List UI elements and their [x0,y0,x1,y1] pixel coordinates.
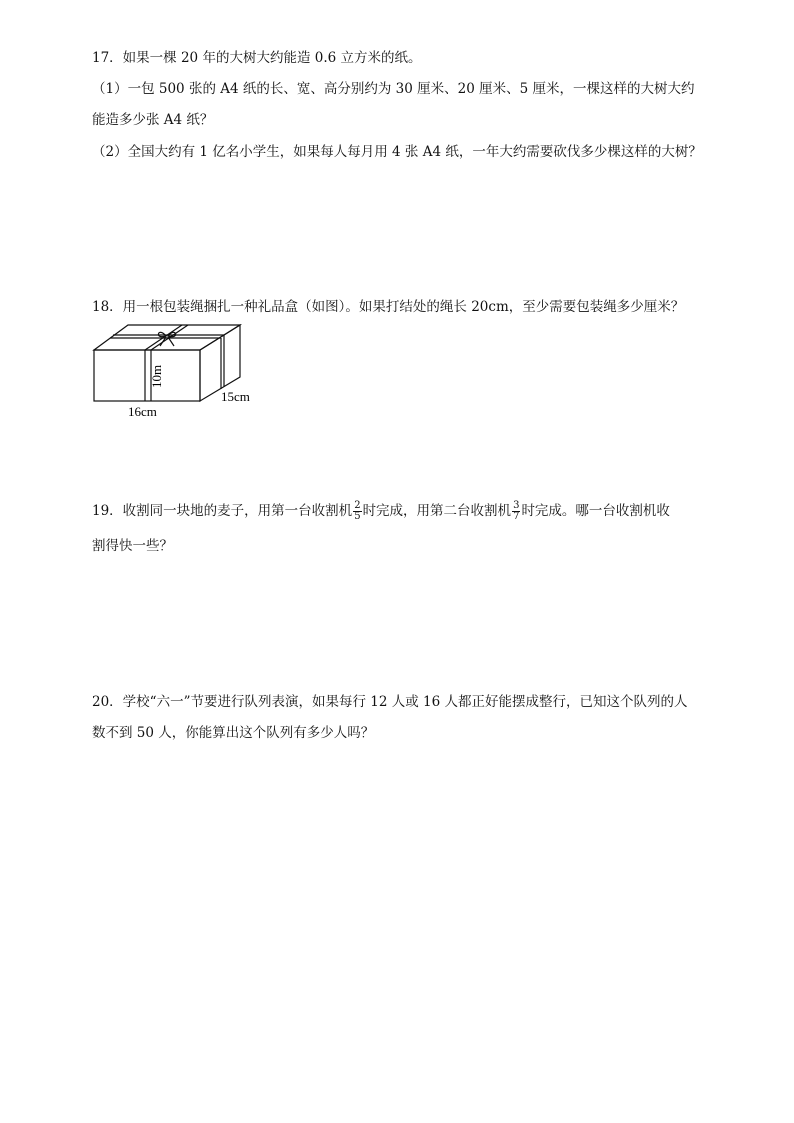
q19-line1 [92,501,670,522]
q19-text-c: 时完成。哪一台收割机收 [521,503,670,519]
fraction-two-fifths [353,501,361,522]
q19-text-b: 时完成，用第二台收割机 [362,503,512,519]
q20-line1: 20．学校“六一”节要进行队列表演，如果每行 12 人或 16 人都正好能摆成整行，已知这个队列的人 [92,694,688,710]
q18-stem: 18．用一根包装绳捆扎一种礼品盒（如图）。如果打结处的绳长 20cm，至少需要包装绳多少厘米？ [92,299,685,315]
width-label: 15cm [221,389,250,404]
q17-part1-line2: 能造多少张 A4 纸？ [92,112,214,128]
fraction-denominator: 5 [354,511,361,522]
q17-stem: 17．如果一棵 20 年的大树大约能造 0.6 立方米的纸。 [92,50,422,66]
height-label: 10m [149,364,164,388]
box-front-face [94,350,200,401]
q20-line2: 数不到 50 人，你能算出这个队列有多少人吗？ [92,725,375,741]
fraction-numerator: 3 [513,500,520,511]
q19-text-a: 19．收割同一块地的麦子，用第一台收割机 [92,503,353,519]
fraction-three-sevenths [512,501,520,522]
q17-part2: （2）全国大约有 1 亿名小学生，如果每人每月用 4 张 A4 纸，一年大约需要砍伐多少棵这样的大树？ [92,144,702,160]
length-label: 16cm [128,404,157,419]
fraction-numerator: 2 [354,500,361,511]
q17-part1-line1: （1）一包 500 张的 A4 纸的长、宽、高分别约为 30 厘米、20 厘米、5 厘米，一棵这样的大树大约 [92,81,695,97]
gift-box-figure [88,322,288,422]
fraction-denominator: 7 [513,511,520,522]
q19-line2: 割得快一些？ [92,538,173,554]
